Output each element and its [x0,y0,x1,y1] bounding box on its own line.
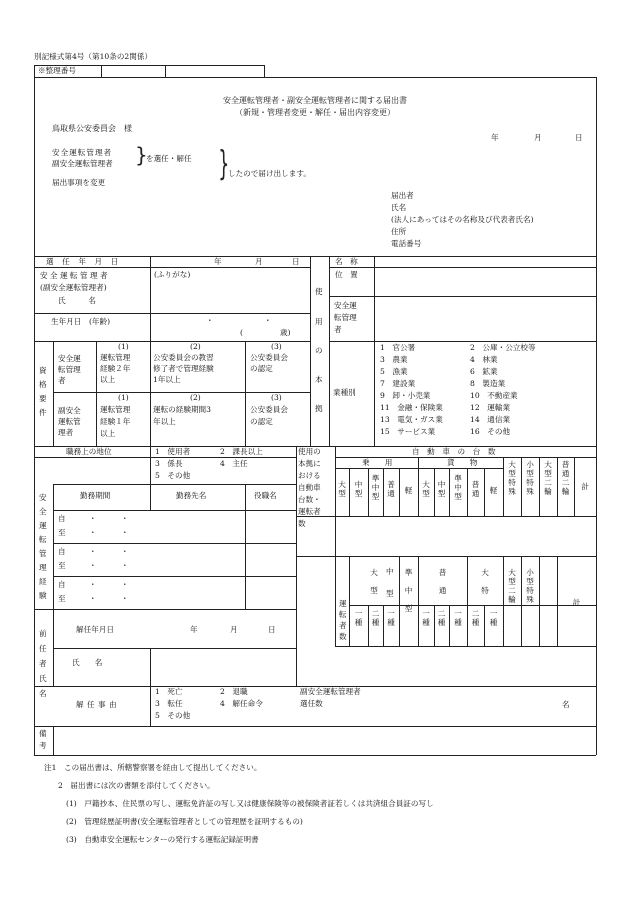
predecessor-name-label: 氏 名 [72,658,103,667]
manager-label-3: 氏 名 [58,296,96,305]
birthdate-dot-2: ・ [264,316,272,325]
note-item-1: (1) 戸籍抄本、住民票の写し、運転免許証の写し又は健康保険等の被保険者証若しくは共済組合員証の写し [66,799,434,808]
intro-elect: を選任・解任 [146,154,192,163]
deputy-count-unit: 名 [562,700,570,709]
addressee: 鳥取県公安委員会 様 [52,124,132,133]
date-day: 日 [575,133,583,142]
position-label: 職務上の地位 [66,447,112,456]
industry-label: 業種別 [333,388,356,397]
note-item-3: (3) 自動車安全運転センターの発行する運転記録証明書 [66,835,259,844]
applicant-name-note: (法人にあってはその名称及び代表者氏名) [391,215,534,224]
license-mid-label: 中 [386,567,394,576]
date-month: 月 [534,133,542,142]
vehicles-title: 自 動 車 の 台 数 [412,447,496,456]
note-item-2: (2) 管理経歴証明書(安全運転管理者としての管理歴を証明するもの) [66,817,303,826]
date-year: 年 [491,133,499,142]
deputy-count-label-2: 選任数 [300,699,323,708]
age-close: 歳) [280,328,291,337]
appointment-day: 日 [292,257,300,266]
appointment-year: 年 [214,257,222,266]
note-1: 注1 この届出書は、所轄警察署を経由して提出してください。 [44,763,262,772]
applicant-address: 住所 [391,227,407,236]
base-name-label: 名 称 [335,257,358,266]
furigana-label: (ふりがな) [154,270,191,279]
intro-closing: したので届け出します。 [228,169,311,178]
dismissal-date-label: 解任年月日 [76,625,114,634]
dismissal-month: 月 [230,625,238,634]
dismissal-day: 日 [268,625,276,634]
manager-label-2: (副安全運転管理者) [40,283,107,292]
brace-2: } [218,144,230,184]
career-employer-header: 勤務先名 [176,491,207,500]
applicant-phone: 電話番号 [391,239,422,248]
cargo-header: 貨 物 [447,458,478,467]
career-period-header: 勤務期間 [80,491,111,500]
form-subtitle: （新規・管理者変更・解任・届出内容変更） [235,108,395,117]
brace-1: } [135,143,148,167]
intro-deputy: 副安全運転管理者 [52,159,113,168]
appointment-date-label: 選 任 年 月 日 [46,257,119,266]
birthdate-dot-1: ・ [206,316,214,325]
applicant-label: 届出者 [391,191,414,200]
intro-change: 届出事項を変更 [52,178,106,187]
deputy-count-label: 副安全運転管理者 [300,687,361,696]
form-title: 安全運転管理者・副安全運転管理者に関する届出書 [223,96,407,105]
intro-manager: 安全運転管理者 [52,148,113,157]
form-reference: 別記様式第4号（第10条の2関係） [34,52,153,61]
applicant-name: 氏名 [391,203,407,212]
note-2: 2 届出書には次の書類を添付してください。 [58,781,215,790]
base-location-label: 位 置 [335,270,358,279]
license-mid-label-2: 型 [386,589,394,598]
appointment-month: 月 [255,257,263,266]
birthdate-label: 生年月日 (年齢) [51,317,111,326]
manager-label-1: 安 全 運 転 管 理 者 [40,271,108,280]
passenger-header: 乗 用 [362,458,393,467]
dismissal-year: 年 [190,625,198,634]
registration-number-label: ※整理番号 [38,66,76,75]
age-open: ( [240,328,243,337]
career-post-header: 役職名 [254,491,277,500]
dismissal-reason-label: 解 任 事 由 [76,700,118,709]
